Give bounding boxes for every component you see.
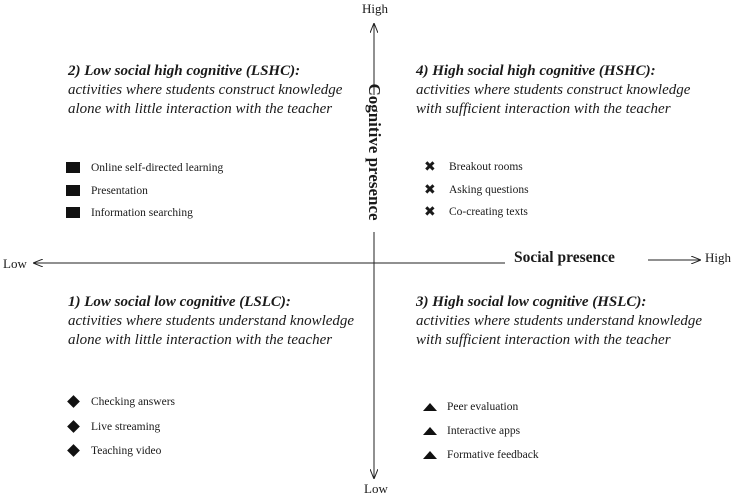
black-triangle-icon xyxy=(422,424,438,438)
item-label: Information searching xyxy=(91,207,193,219)
item-label: Asking questions xyxy=(449,184,529,196)
list-item xyxy=(66,206,193,220)
quadrant-title: 1) Low social low cognitive (LSLC): xyxy=(68,294,291,310)
list-item xyxy=(424,183,529,197)
list-item xyxy=(66,444,161,458)
cross-icon: ✖ xyxy=(424,182,436,198)
black-diamond-icon xyxy=(66,395,82,409)
item-label: Presentation xyxy=(91,185,148,197)
item-label: Live streaming xyxy=(91,421,161,433)
list-item xyxy=(66,161,223,175)
quadrant-title: 2) Low social high cognitive (LSHC): xyxy=(68,63,301,79)
x-axis-low-label: Low xyxy=(3,256,27,271)
quadrant-description: activities where students construct knowledge alone with little interaction with the teacher xyxy=(68,82,343,117)
quadrant-hshc xyxy=(416,62,706,119)
y-axis-high-label: High xyxy=(362,1,388,16)
black-square-icon xyxy=(66,161,82,175)
quadrant-lslc xyxy=(68,293,358,350)
list-item xyxy=(422,448,539,462)
quadrant-title: 4) High social high cognitive (HSHC): xyxy=(416,63,656,79)
item-label: Interactive apps xyxy=(447,425,521,437)
cross-icon: ✖ xyxy=(424,159,436,175)
x-axis-title: Social presence xyxy=(514,249,615,266)
quadrant-description: activities where students understand knowledge with sufficient interaction with the teacher xyxy=(416,313,703,348)
black-triangle-icon xyxy=(422,448,438,462)
quadrant-description: activities where students understand knowledge alone with little interaction with the teacher xyxy=(68,313,355,348)
item-label: Online self-directed learning xyxy=(91,162,224,174)
list-item xyxy=(424,160,523,174)
quadrant-lshc xyxy=(68,62,358,119)
quadrant-hslc xyxy=(416,293,706,350)
y-axis-title: Cognitive presence xyxy=(365,83,384,221)
item-label: Breakout rooms xyxy=(449,161,523,173)
y-axis-low-label: Low xyxy=(364,481,388,496)
list-item xyxy=(422,400,518,414)
list-item xyxy=(66,184,148,198)
black-diamond-icon xyxy=(66,420,82,434)
item-label: Peer evaluation xyxy=(447,401,519,413)
item-label: Co-creating texts xyxy=(449,206,528,218)
x-axis-high-label: High xyxy=(705,250,731,265)
item-label: Formative feedback xyxy=(447,449,539,461)
quadrant-description: activities where students construct knowledge with sufficient interaction with the teacher xyxy=(416,82,691,117)
list-item xyxy=(424,205,528,219)
list-item xyxy=(422,424,520,438)
item-label: Checking answers xyxy=(91,396,175,408)
list-item xyxy=(66,395,175,409)
cross-icon: ✖ xyxy=(424,204,436,220)
black-square-icon xyxy=(66,206,82,220)
list-item xyxy=(66,420,160,434)
black-diamond-icon xyxy=(66,444,82,458)
item-label: Teaching video xyxy=(91,445,162,457)
black-triangle-icon xyxy=(422,400,438,414)
black-square-icon xyxy=(66,184,82,198)
quadrant-title: 3) High social low cognitive (HSLC): xyxy=(416,294,647,310)
